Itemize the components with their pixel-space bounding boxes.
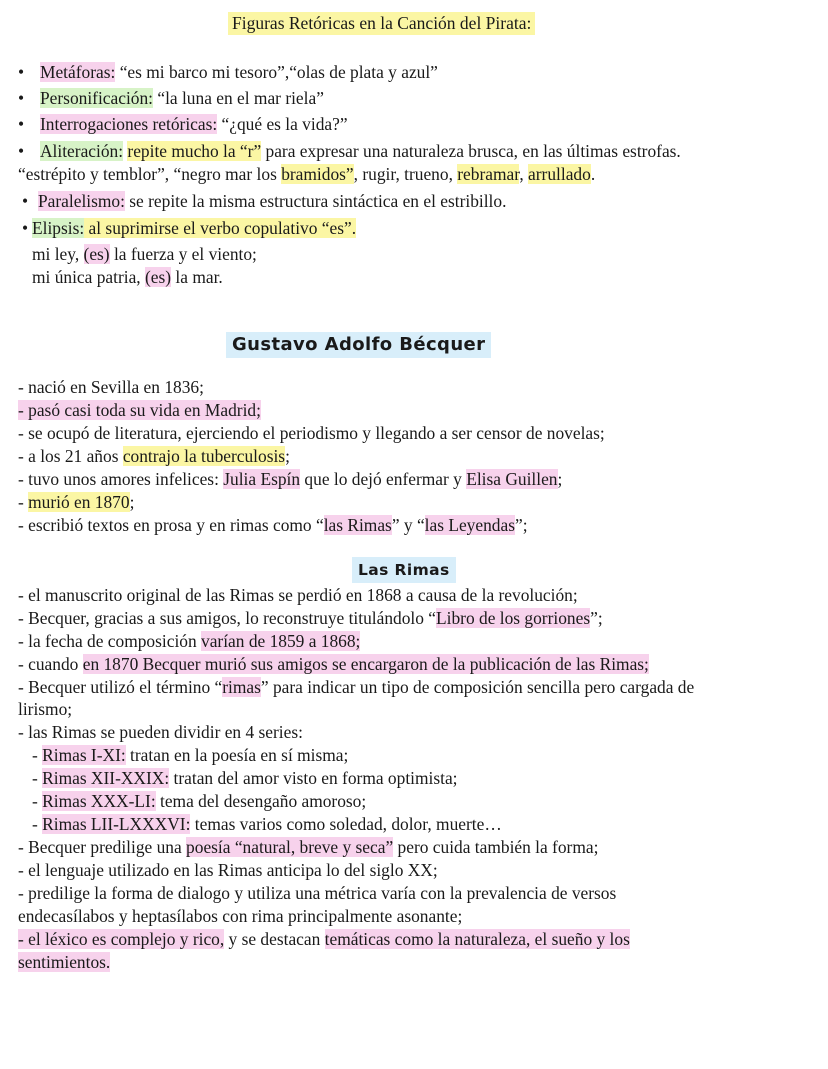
list-item-interrogaciones: • Interrogaciones retóricas: “¿qué es la vida?” [18, 114, 348, 134]
term-metaforas: Metáforas: [40, 62, 116, 82]
rimas-line-10: - el léxico es complejo y rico, y se destacan temáticas como la naturaleza, el sueño y los [18, 929, 630, 949]
verse-line-1: mi ley, (es) la fuerza y el viento; [32, 244, 257, 264]
list-item-metaforas: • Metáforas: “es mi barco mi tesoro”,“olas de plata y azul” [18, 62, 438, 82]
bio-line-4: - a los 21 años contrajo la tuberculosis; [18, 446, 290, 466]
rimas-line-8: - el lenguaje utilizado en las Rimas anticipa lo del siglo XX; [18, 860, 438, 880]
rimas-line-9: - predilige la forma de dialogo y utiliza una métrica varía con la prevalencia de versos [18, 883, 617, 903]
term-interrogaciones: Interrogaciones retóricas: [40, 114, 218, 134]
series-item-1: - Rimas I-XI: tratan en la poesía en sí misma; [32, 745, 349, 765]
list-item-personificacion: • Personificación: “la luna en el mar riela” [18, 88, 324, 108]
series-item-2: - Rimas XII-XXIX: tratan del amor visto en forma optimista; [32, 768, 458, 788]
term-paralelismo: Paralelismo: [38, 191, 125, 211]
rimas-line-5-cont: lirismo; [18, 699, 73, 719]
rimas-line-3: - la fecha de composición varían de 1859 a 1868; [18, 631, 361, 651]
series-item-3: - Rimas XXX-LI: tema del desengaño amoroso; [32, 791, 367, 811]
verse-line-2: mi única patria, (es) la mar. [32, 267, 223, 287]
bio-line-6: - murió en 1870; [18, 492, 135, 512]
rimas-line-6: - las Rimas se pueden dividir en 4 series: [18, 722, 303, 742]
list-item-paralelismo: • Paralelismo: se repite la misma estructura sintáctica en el estribillo. [22, 191, 507, 211]
rimas-line-7: - Becquer predilige una poesía “natural, breve y seca” pero cuida también la forma; [18, 837, 599, 857]
section-title-figuras: Figuras Retóricas en la Canción del Pirata: [228, 12, 535, 35]
list-item-elipsis: • Elipsis: al suprimirse el verbo copulativo “es”. [22, 218, 357, 238]
term-elipsis: Elipsis: [32, 218, 85, 238]
rimas-line-5: - Becquer utilizó el término “rimas” para indicar un tipo de composición sencilla pero cargada de [18, 677, 695, 697]
rimas-line-4: - cuando en 1870 Becquer murió sus amigos se encargaron de la publicación de las Rimas; [18, 654, 649, 674]
section-title-rimas: Las Rimas [352, 557, 456, 583]
rimas-line-9-cont: endecasílabos y heptasílabos con rima principalmente asonante; [18, 906, 463, 926]
series-item-4: - Rimas LII-LXXXVI: temas varios como soledad, dolor, muerte… [32, 814, 502, 834]
bio-line-3: - se ocupó de literatura, ejerciendo el periodismo y llegando a ser censor de novelas; [18, 423, 605, 443]
section-title-becquer: Gustavo Adolfo Bécquer [226, 332, 491, 358]
list-item-aliteracion: • Aliteración: repite mucho la “r” para expresar una naturaleza brusca, en las últimas estrofas. [18, 141, 681, 161]
bio-line-2: - pasó casi toda su vida en Madrid; [18, 400, 261, 420]
bio-line-5: - tuvo unos amores infelices: Julia Espín que lo dejó enfermar y Elisa Guillen; [18, 469, 563, 489]
term-personificacion: Personificación: [40, 88, 154, 108]
bio-line-1: - nació en Sevilla en 1836; [18, 377, 204, 397]
rimas-line-1: - el manuscrito original de las Rimas se perdió en 1868 a causa de la revolución; [18, 585, 578, 605]
term-aliteracion: Aliteración: [40, 141, 124, 161]
rimas-line-10-cont: sentimientos. [18, 952, 111, 972]
rimas-line-2: - Becquer, gracias a sus amigos, lo reconstruye titulándolo “Libro de los gorriones”; [18, 608, 603, 628]
bio-line-7: - escribió textos en prosa y en rimas como “las Rimas” y “las Leyendas”; [18, 515, 528, 535]
aliteracion-examples: “estrépito y temblor”, “negro mar los bramidos”, rugir, trueno, rebramar, arrullado. [18, 164, 596, 184]
